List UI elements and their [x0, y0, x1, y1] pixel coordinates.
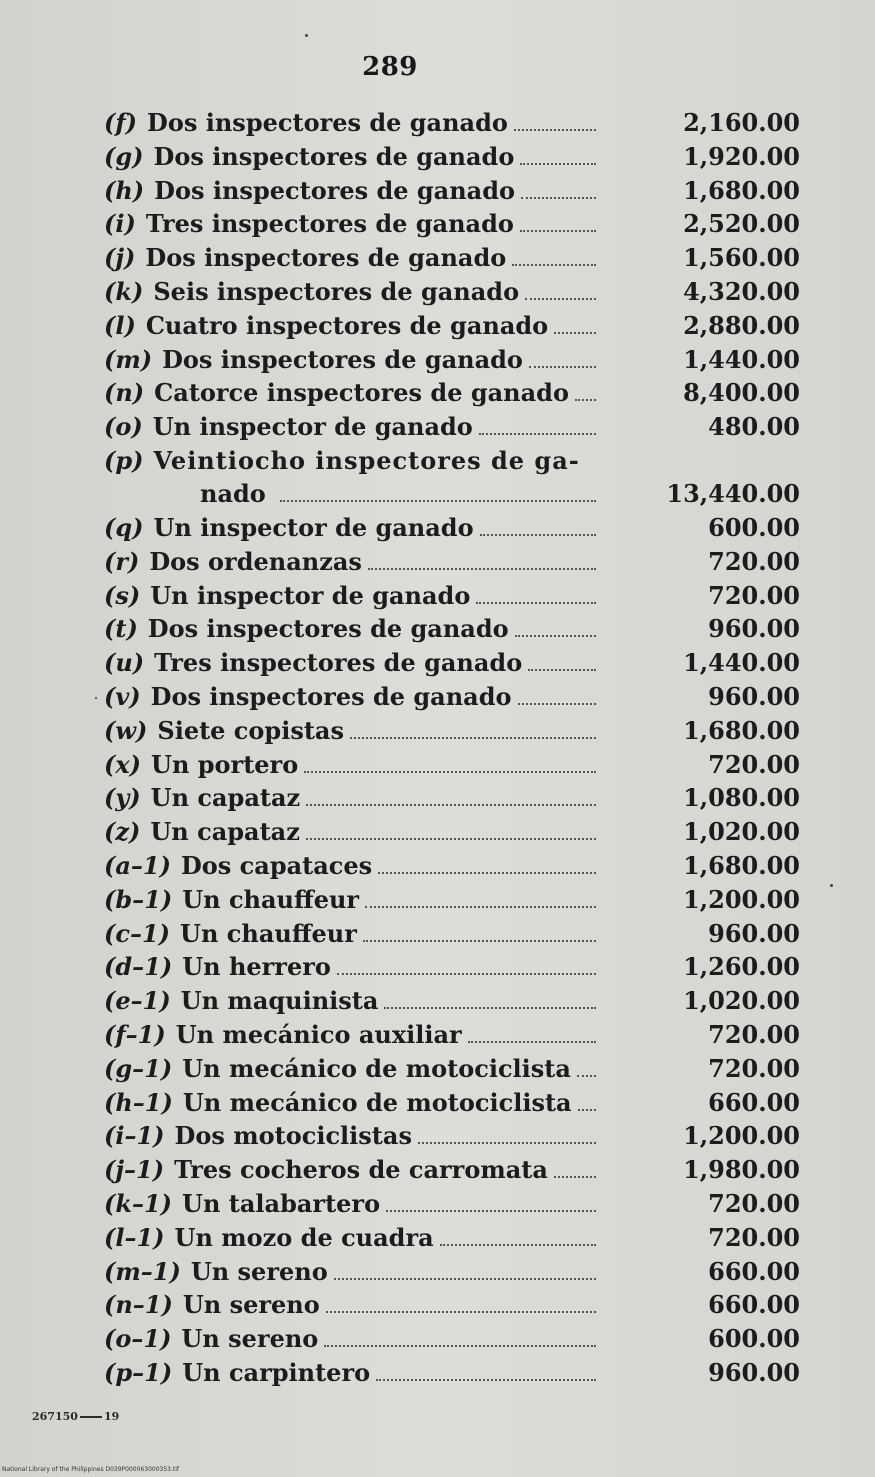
- entry-letter: (o–1): [104, 1324, 172, 1354]
- entry-description: [104, 714, 600, 748]
- entry-description: [104, 646, 600, 680]
- entry-description: [104, 1221, 600, 1255]
- budget-entry-row: [104, 140, 804, 174]
- dot-leader: [350, 737, 596, 739]
- entry-description: [104, 781, 600, 815]
- entry-letter: (r): [104, 546, 140, 576]
- entry-amount: 1,560.00: [683, 243, 800, 273]
- dot-leader: [554, 1176, 596, 1178]
- entry-text: Dos inspectores de ganado: [150, 681, 512, 711]
- entry-text: Cuatro inspectores de ganado: [145, 310, 549, 340]
- entry-letter: (p–1): [104, 1357, 173, 1387]
- entry-description: [104, 106, 600, 140]
- entry-text: Tres cocheros de carromata: [174, 1155, 548, 1185]
- entry-amount: 720.00: [708, 580, 800, 610]
- entry-description: [104, 849, 600, 883]
- entry-amount: 13,440.00: [666, 479, 800, 509]
- entry-amount: 1,980.00: [683, 1155, 800, 1185]
- entry-letter: (u): [104, 648, 145, 678]
- budget-entry-row: [104, 984, 804, 1018]
- entry-text: Un capataz: [150, 817, 300, 847]
- dot-leader: [514, 129, 596, 131]
- dot-leader: [334, 1278, 596, 1280]
- entry-letter: (j–1): [104, 1155, 165, 1185]
- entry-letter: (q): [104, 512, 144, 542]
- entry-description: [104, 241, 600, 275]
- budget-entry-row: [104, 511, 804, 545]
- entry-description: [104, 950, 600, 984]
- dot-leader: [518, 703, 597, 705]
- dot-leader: [554, 332, 596, 334]
- entry-letter: (b–1): [104, 884, 173, 914]
- entry-description: [104, 1153, 600, 1187]
- dot-leader: [306, 804, 596, 806]
- entry-text-continued: nado: [200, 479, 266, 509]
- entry-amount: 660.00: [708, 1087, 800, 1117]
- entry-amount: 720.00: [708, 749, 800, 779]
- entry-description: [104, 883, 600, 917]
- entry-letter: (g): [104, 141, 144, 171]
- entry-letter: (f–1): [104, 1019, 166, 1049]
- entry-amount: 1,260.00: [683, 952, 800, 982]
- entry-letter: (e–1): [104, 986, 171, 1016]
- budget-entry-row: [104, 309, 804, 343]
- entry-letter: (w): [104, 715, 148, 745]
- budget-entry-row: [104, 241, 804, 275]
- entry-amount: 1,680.00: [683, 175, 800, 205]
- budget-entry-row: [104, 106, 804, 140]
- scan-credit: National Library of the Philippines D039P000063000353.tif: [2, 1466, 180, 1473]
- dot-leader: [365, 906, 596, 908]
- entry-description: [104, 1288, 600, 1322]
- budget-entry-row: [104, 343, 804, 377]
- entry-letter: (g–1): [104, 1053, 173, 1083]
- budget-entry-row: [104, 1255, 804, 1289]
- entry-amount: 480.00: [708, 412, 800, 442]
- dot-leader: [304, 771, 596, 773]
- entry-text: Catorce inspectores de ganado: [154, 378, 569, 408]
- entry-amount: 720.00: [708, 546, 800, 576]
- entry-letter: (z): [104, 817, 141, 847]
- entry-description: [104, 1255, 600, 1289]
- entry-amount: 600.00: [708, 512, 800, 542]
- budget-entry-row: [104, 579, 804, 613]
- entry-amount: 720.00: [708, 1188, 800, 1218]
- dot-leader: [384, 1007, 596, 1009]
- entry-text: Un capataz: [150, 783, 301, 813]
- entry-letter: (f): [104, 108, 138, 137]
- entry-letter: (l–1): [104, 1222, 165, 1252]
- dot-leader: [326, 1311, 596, 1313]
- budget-entry-row: [104, 646, 804, 680]
- budget-entry-row: [104, 1086, 804, 1120]
- entry-text: Dos inspectores de ganado: [154, 175, 516, 205]
- entry-amount: 1,920.00: [683, 141, 800, 171]
- entry-amount: 720.00: [708, 1019, 800, 1049]
- entry-letter: (y): [104, 783, 141, 813]
- dot-leader: [520, 230, 596, 232]
- budget-entry-row: [104, 781, 804, 815]
- entry-amount: 960.00: [708, 681, 800, 711]
- entry-text: Un mecánico de motociclista: [182, 1087, 572, 1117]
- entry-letter: (c–1): [104, 918, 171, 948]
- entry-amount: 1,020.00: [683, 817, 800, 847]
- dot-leader: [479, 433, 596, 435]
- entry-description: [104, 140, 600, 174]
- entry-letter: (s): [104, 580, 141, 610]
- entry-text: Un sereno: [181, 1324, 319, 1354]
- entry-amount: 1,200.00: [683, 884, 800, 914]
- entry-description: [104, 545, 600, 579]
- printer-code: [32, 1410, 119, 1423]
- entry-text: Dos inspectores de ganado: [153, 141, 515, 171]
- entry-text: Veintiocho inspectores de ga-: [153, 445, 580, 475]
- scan-speck: [95, 697, 97, 699]
- entry-text: Un mecánico de motociclista: [182, 1053, 571, 1083]
- dot-leader: [378, 872, 596, 874]
- dot-leader: [525, 298, 596, 300]
- budget-entry-row: [104, 950, 804, 984]
- budget-entry-row: [104, 376, 804, 410]
- entry-description: [104, 1052, 600, 1086]
- budget-entry-row: [104, 207, 804, 241]
- entry-letter: (o): [104, 412, 143, 442]
- entry-text: Un inspector de ganado: [152, 412, 473, 442]
- entry-description: [104, 309, 600, 343]
- printer-code-dash: [80, 1416, 102, 1418]
- entry-text: Tres inspectores de ganado: [154, 648, 523, 678]
- budget-entry-row: [104, 1322, 804, 1356]
- entry-description: [104, 1018, 600, 1052]
- entry-letter: (i–1): [104, 1121, 165, 1151]
- entry-description: [104, 917, 600, 951]
- dot-leader: [515, 635, 596, 637]
- entry-text: Dos inspectores de ganado: [147, 614, 509, 644]
- dot-leader: [368, 568, 596, 570]
- budget-entry-row: [104, 174, 804, 208]
- budget-entry-row: [104, 815, 804, 849]
- budget-entry-row: [104, 1187, 804, 1221]
- budget-entry-row: [104, 1153, 804, 1187]
- entry-text: Dos inspectores de ganado: [162, 344, 523, 374]
- printer-code-right: 19: [103, 1410, 120, 1423]
- budget-entry-row: [104, 444, 804, 511]
- dot-leader: [476, 602, 596, 604]
- entry-amount: 2,160.00: [683, 108, 800, 137]
- entry-description: [104, 748, 600, 782]
- dot-leader: [577, 1075, 596, 1077]
- entry-amount: 960.00: [708, 614, 800, 644]
- entry-text: Dos ordenanzas: [149, 546, 362, 576]
- entry-description: [104, 1086, 600, 1120]
- entry-letter: (n–1): [104, 1290, 173, 1320]
- budget-entry-row: [104, 1018, 804, 1052]
- budget-entry-row: [104, 1119, 804, 1153]
- entry-description: [104, 1119, 600, 1153]
- dot-leader: [337, 973, 596, 975]
- entry-letter: (k–1): [104, 1188, 173, 1218]
- budget-entry-row: [104, 849, 804, 883]
- entry-text: Tres inspectores de ganado: [145, 209, 514, 239]
- dot-leader: [521, 197, 596, 199]
- entry-text: Un maquinista: [180, 986, 379, 1016]
- entry-amount: 660.00: [708, 1256, 800, 1286]
- entry-text: Dos inspectores de ganado: [145, 243, 507, 273]
- budget-entry-list: [104, 106, 804, 1390]
- entry-amount: 8,400.00: [683, 378, 800, 408]
- entry-description: [104, 612, 600, 646]
- budget-entry-row: [104, 1288, 804, 1322]
- entry-description: [104, 579, 600, 613]
- budget-entry-row: [104, 410, 804, 444]
- entry-letter: (j): [104, 243, 136, 273]
- scan-speck: [830, 884, 833, 887]
- entry-amount: 720.00: [708, 1222, 800, 1252]
- entry-text: Un inspector de ganado: [153, 512, 474, 542]
- entry-amount: 660.00: [708, 1290, 800, 1320]
- budget-entry-row: [104, 917, 804, 951]
- dot-leader: [363, 940, 596, 942]
- entry-amount: 1,440.00: [683, 648, 800, 678]
- budget-entry-row: [104, 1221, 804, 1255]
- entry-description: [104, 984, 600, 1018]
- entry-amount: 1,200.00: [683, 1121, 800, 1151]
- entry-amount: 1,680.00: [683, 850, 800, 880]
- dot-leader: [306, 838, 596, 840]
- entry-text: Un herrero: [182, 952, 331, 982]
- entry-text: Un sereno: [182, 1290, 320, 1320]
- entry-text: Un sereno: [190, 1256, 328, 1286]
- entry-description: [104, 376, 600, 410]
- budget-entry-row: [104, 275, 804, 309]
- entry-text: Dos capataces: [180, 850, 373, 880]
- entry-text: Un mecánico auxiliar: [175, 1019, 462, 1049]
- entry-letter: (v): [104, 681, 141, 711]
- entry-text: Dos inspectores de ganado: [147, 108, 508, 137]
- entry-description: [104, 1356, 600, 1390]
- entry-description: [104, 444, 600, 511]
- entry-letter: (k): [104, 276, 144, 306]
- entry-letter: (d–1): [104, 952, 173, 982]
- entry-amount: 2,520.00: [683, 209, 800, 239]
- dot-leader: [528, 669, 596, 671]
- dot-leader: [480, 534, 596, 536]
- entry-amount: 960.00: [708, 1357, 800, 1387]
- entry-letter: (n): [104, 378, 145, 408]
- dot-leader: [280, 500, 596, 502]
- entry-text: Un talabartero: [182, 1188, 381, 1218]
- scan-speck: [305, 34, 308, 37]
- entry-letter: (m–1): [104, 1256, 181, 1286]
- entry-amount: 600.00: [708, 1324, 800, 1354]
- entry-amount: 720.00: [708, 1053, 800, 1083]
- entry-letter: (h–1): [104, 1087, 173, 1117]
- entry-amount: 1,440.00: [683, 344, 800, 374]
- entry-description: [104, 207, 600, 241]
- entry-letter: (t): [104, 614, 138, 644]
- entry-amount: 960.00: [708, 918, 800, 948]
- entry-description: [104, 1187, 600, 1221]
- entry-description: [104, 511, 600, 545]
- entry-letter: (x): [104, 749, 142, 779]
- dot-leader: [324, 1345, 596, 1347]
- dot-leader: [376, 1379, 596, 1381]
- entry-letter: (l): [104, 310, 136, 340]
- entry-amount: 2,880.00: [683, 310, 800, 340]
- dot-leader: [578, 1109, 596, 1111]
- entry-description: [104, 1322, 600, 1356]
- entry-description: [104, 680, 600, 714]
- entry-letter: (m): [104, 344, 153, 374]
- entry-text: Dos motociclistas: [174, 1121, 412, 1151]
- entry-amount: 1,080.00: [683, 783, 800, 813]
- entry-text: Un chauffeur: [180, 918, 357, 948]
- dot-leader: [418, 1142, 596, 1144]
- entry-text: Un inspector de ganado: [150, 580, 471, 610]
- entry-letter: (a–1): [104, 850, 171, 880]
- page-number: 289: [362, 52, 418, 82]
- entry-description: [104, 275, 600, 309]
- entry-description: [104, 174, 600, 208]
- budget-entry-row: [104, 680, 804, 714]
- budget-entry-row: [104, 883, 804, 917]
- entry-text: Siete copistas: [157, 715, 344, 745]
- entry-text: Un mozo de cuadra: [174, 1222, 434, 1252]
- entry-text: Un carpintero: [182, 1357, 371, 1387]
- entry-description: [104, 815, 600, 849]
- budget-entry-row: [104, 1356, 804, 1390]
- entry-text: Un chauffeur: [182, 884, 360, 914]
- budget-entry-row: [104, 748, 804, 782]
- printer-code-left: 267150: [32, 1410, 78, 1423]
- entry-amount: 1,680.00: [683, 715, 800, 745]
- dot-leader: [386, 1210, 596, 1212]
- dot-leader: [468, 1041, 596, 1043]
- entry-letter: (p): [104, 445, 144, 475]
- entry-letter: (i): [104, 209, 136, 239]
- budget-entry-row: [104, 1052, 804, 1086]
- dot-leader: [512, 264, 596, 266]
- budget-entry-row: [104, 714, 804, 748]
- dot-leader: [520, 163, 596, 165]
- entry-amount: 4,320.00: [683, 276, 800, 306]
- entry-description: [104, 410, 600, 444]
- dot-leader: [529, 366, 596, 368]
- entry-description: [104, 343, 600, 377]
- entry-text: Un portero: [151, 749, 299, 779]
- budget-entry-row: [104, 545, 804, 579]
- entry-text: Seis inspectores de ganado: [153, 276, 520, 306]
- entry-letter: (h): [104, 175, 145, 205]
- dot-leader: [440, 1244, 596, 1246]
- entry-amount: 1,020.00: [683, 986, 800, 1016]
- budget-entry-row: [104, 612, 804, 646]
- dot-leader: [575, 399, 596, 401]
